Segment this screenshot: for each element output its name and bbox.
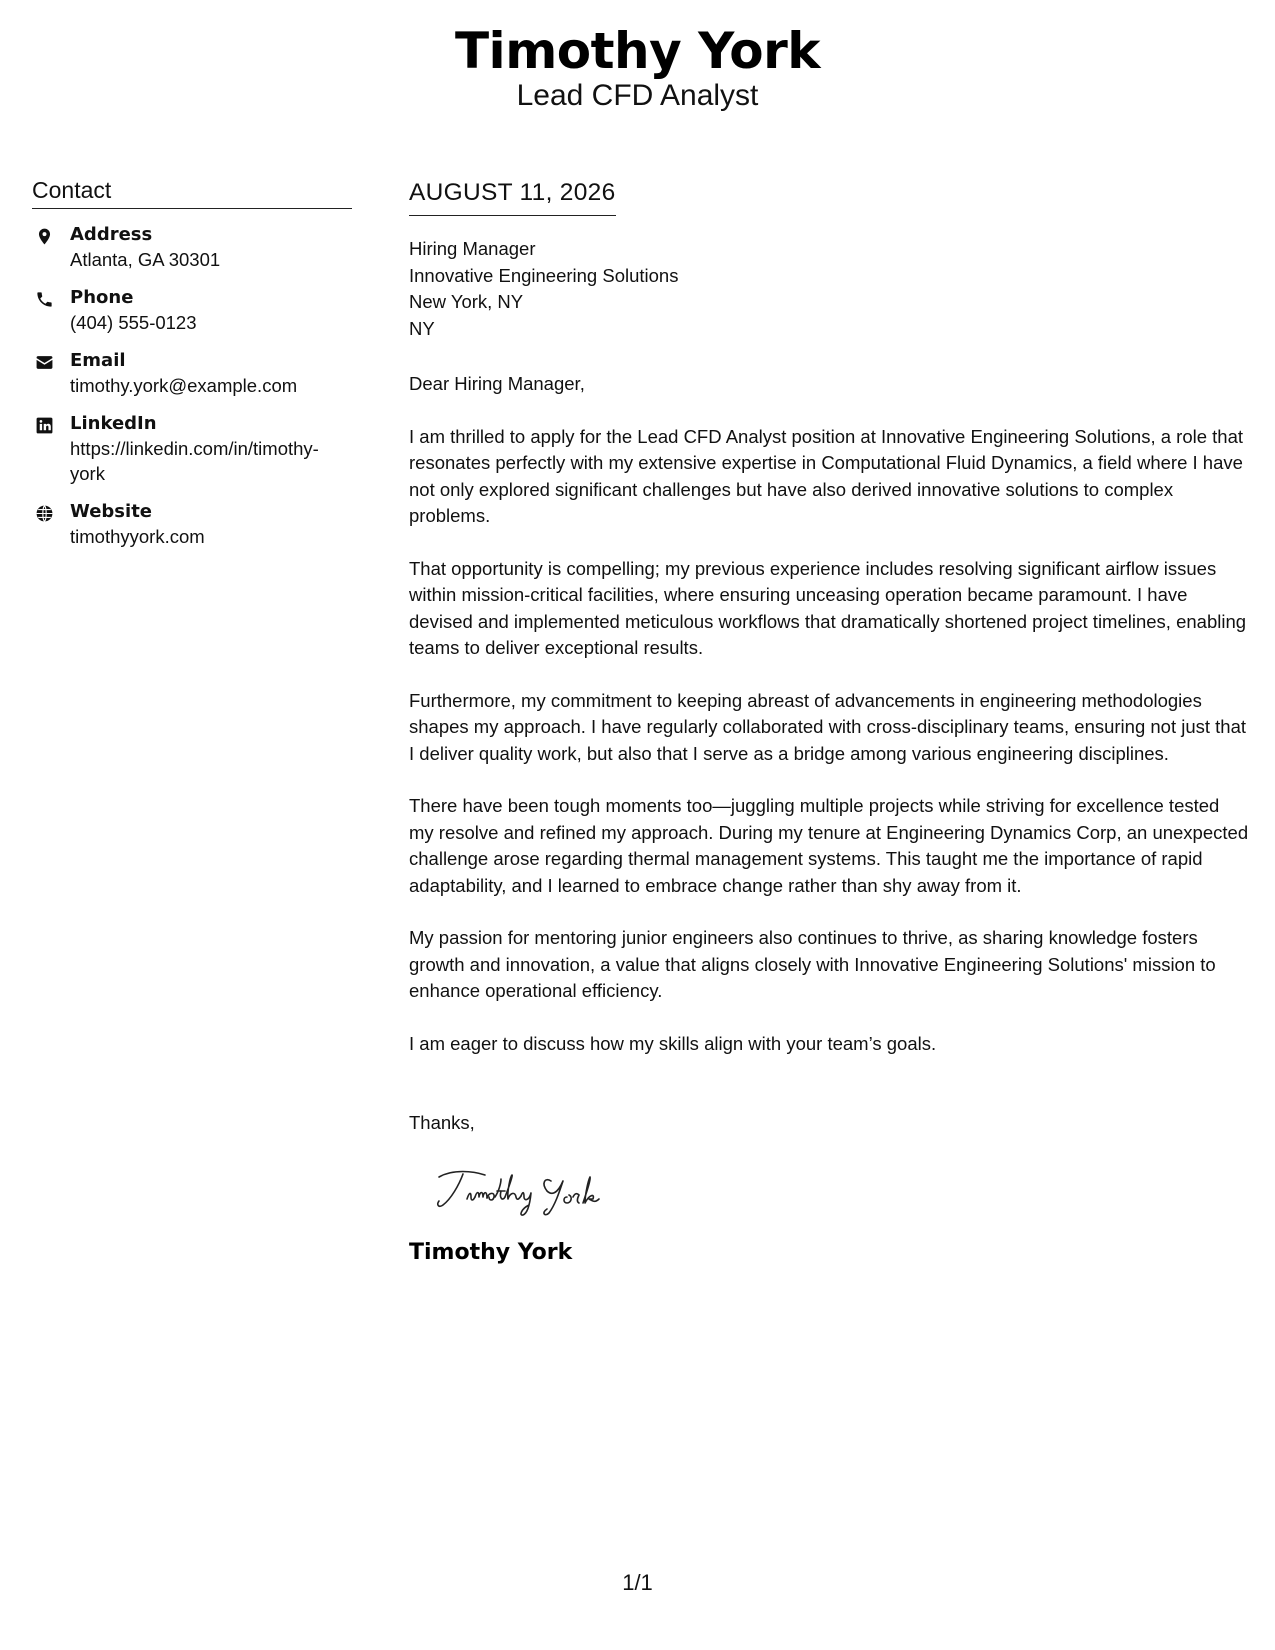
body-paragraph: Furthermore, my commitment to keeping abreast of advancements in engineering methodologies shapes my approach. I have regularly collaborated with cross-disciplinary teams, ensuring not just that I deliver quality work, but also that I serve as a bridge among various engineering disciplines. bbox=[409, 689, 1247, 764]
contact-label: Email bbox=[70, 350, 126, 371]
closing: Thanks, bbox=[409, 1112, 475, 1133]
handwritten-signature bbox=[433, 1161, 1249, 1221]
recipient-line: Innovative Engineering Solutions bbox=[409, 264, 679, 286]
linkedin-value[interactable]: https://linkedin.com/in/timothy-york bbox=[70, 438, 319, 484]
contact-item-website bbox=[32, 500, 352, 549]
contact-item-address bbox=[32, 223, 352, 272]
body-paragraph: I am eager to discuss how my skills align with your team’s goals. bbox=[409, 1032, 937, 1054]
envelope-icon bbox=[32, 351, 56, 373]
contact-item-email bbox=[32, 349, 352, 398]
linkedin-icon bbox=[32, 414, 56, 436]
signer-name: Timothy York bbox=[409, 1239, 573, 1265]
recipient-line: NY bbox=[409, 317, 435, 339]
signature-image bbox=[433, 1161, 663, 1221]
contact-label: Phone bbox=[70, 287, 134, 308]
contact-label: Website bbox=[70, 501, 153, 522]
page-number: 1/1 bbox=[622, 1570, 653, 1595]
contact-label: Address bbox=[70, 224, 153, 245]
body-paragraph: I am thrilled to apply for the Lead CFD Analyst position at Innovative Engineering Solutions, a role that resonates perfectly with my extensive expertise in Computational Fluid Dynamics, a field where I have not only explored significant challenges but have also derived innovative solutions to complex problems. bbox=[409, 425, 1244, 526]
recipient-line: Hiring Manager bbox=[409, 238, 536, 259]
map-pin-icon bbox=[32, 225, 56, 247]
globe-icon bbox=[32, 502, 56, 524]
letter-body bbox=[409, 178, 1249, 1267]
applicant-name: Timothy York bbox=[454, 22, 821, 80]
letter-date: AUGUST 11, 2026 bbox=[409, 178, 616, 216]
applicant-title: Lead CFD Analyst bbox=[516, 79, 759, 112]
body-paragraph: That opportunity is compelling; my previous experience includes resolving significant airflow issues within mission-critical facilities, where ensuring unceasing operation became paramount. I have devised and implemented meticulous workflows that dramatically shortened project timelines, enabling teams to deliver exceptional results. bbox=[409, 557, 1247, 658]
salutation: Dear Hiring Manager, bbox=[409, 373, 585, 394]
contact-list bbox=[32, 223, 352, 549]
email-value[interactable]: timothy.york@example.com bbox=[70, 375, 298, 396]
letter-header bbox=[0, 22, 1275, 114]
contact-item-linkedin bbox=[32, 412, 352, 486]
recipient-line: New York, NY bbox=[409, 291, 524, 312]
recipient-block bbox=[409, 236, 1249, 342]
contact-item-phone bbox=[32, 286, 352, 335]
body-paragraph: My passion for mentoring junior engineers also continues to thrive, as sharing knowledge fosters growth and innovation, a value that aligns closely with Innovative Engineering Solutions' mission to enhance operational efficiency. bbox=[409, 927, 1216, 1001]
contact-label: LinkedIn bbox=[70, 413, 157, 434]
phone-value: (404) 555-0123 bbox=[70, 312, 197, 333]
address-value: Atlanta, GA 30301 bbox=[70, 249, 221, 270]
body-paragraph: There have been tough moments too—juggling multiple projects while striving for excellence tested my resolve and refined my approach. During my tenure at Engineering Dynamics Corp, an unexpected challenge arose regarding thermal management systems. This taught me the importance of rapid adaptability, and I learned to embrace change rather than shy away from it. bbox=[409, 795, 1249, 896]
contact-heading: Contact bbox=[32, 176, 352, 209]
phone-icon bbox=[32, 288, 56, 310]
contact-sidebar bbox=[32, 176, 352, 563]
website-value[interactable]: timothyyork.com bbox=[70, 526, 205, 547]
